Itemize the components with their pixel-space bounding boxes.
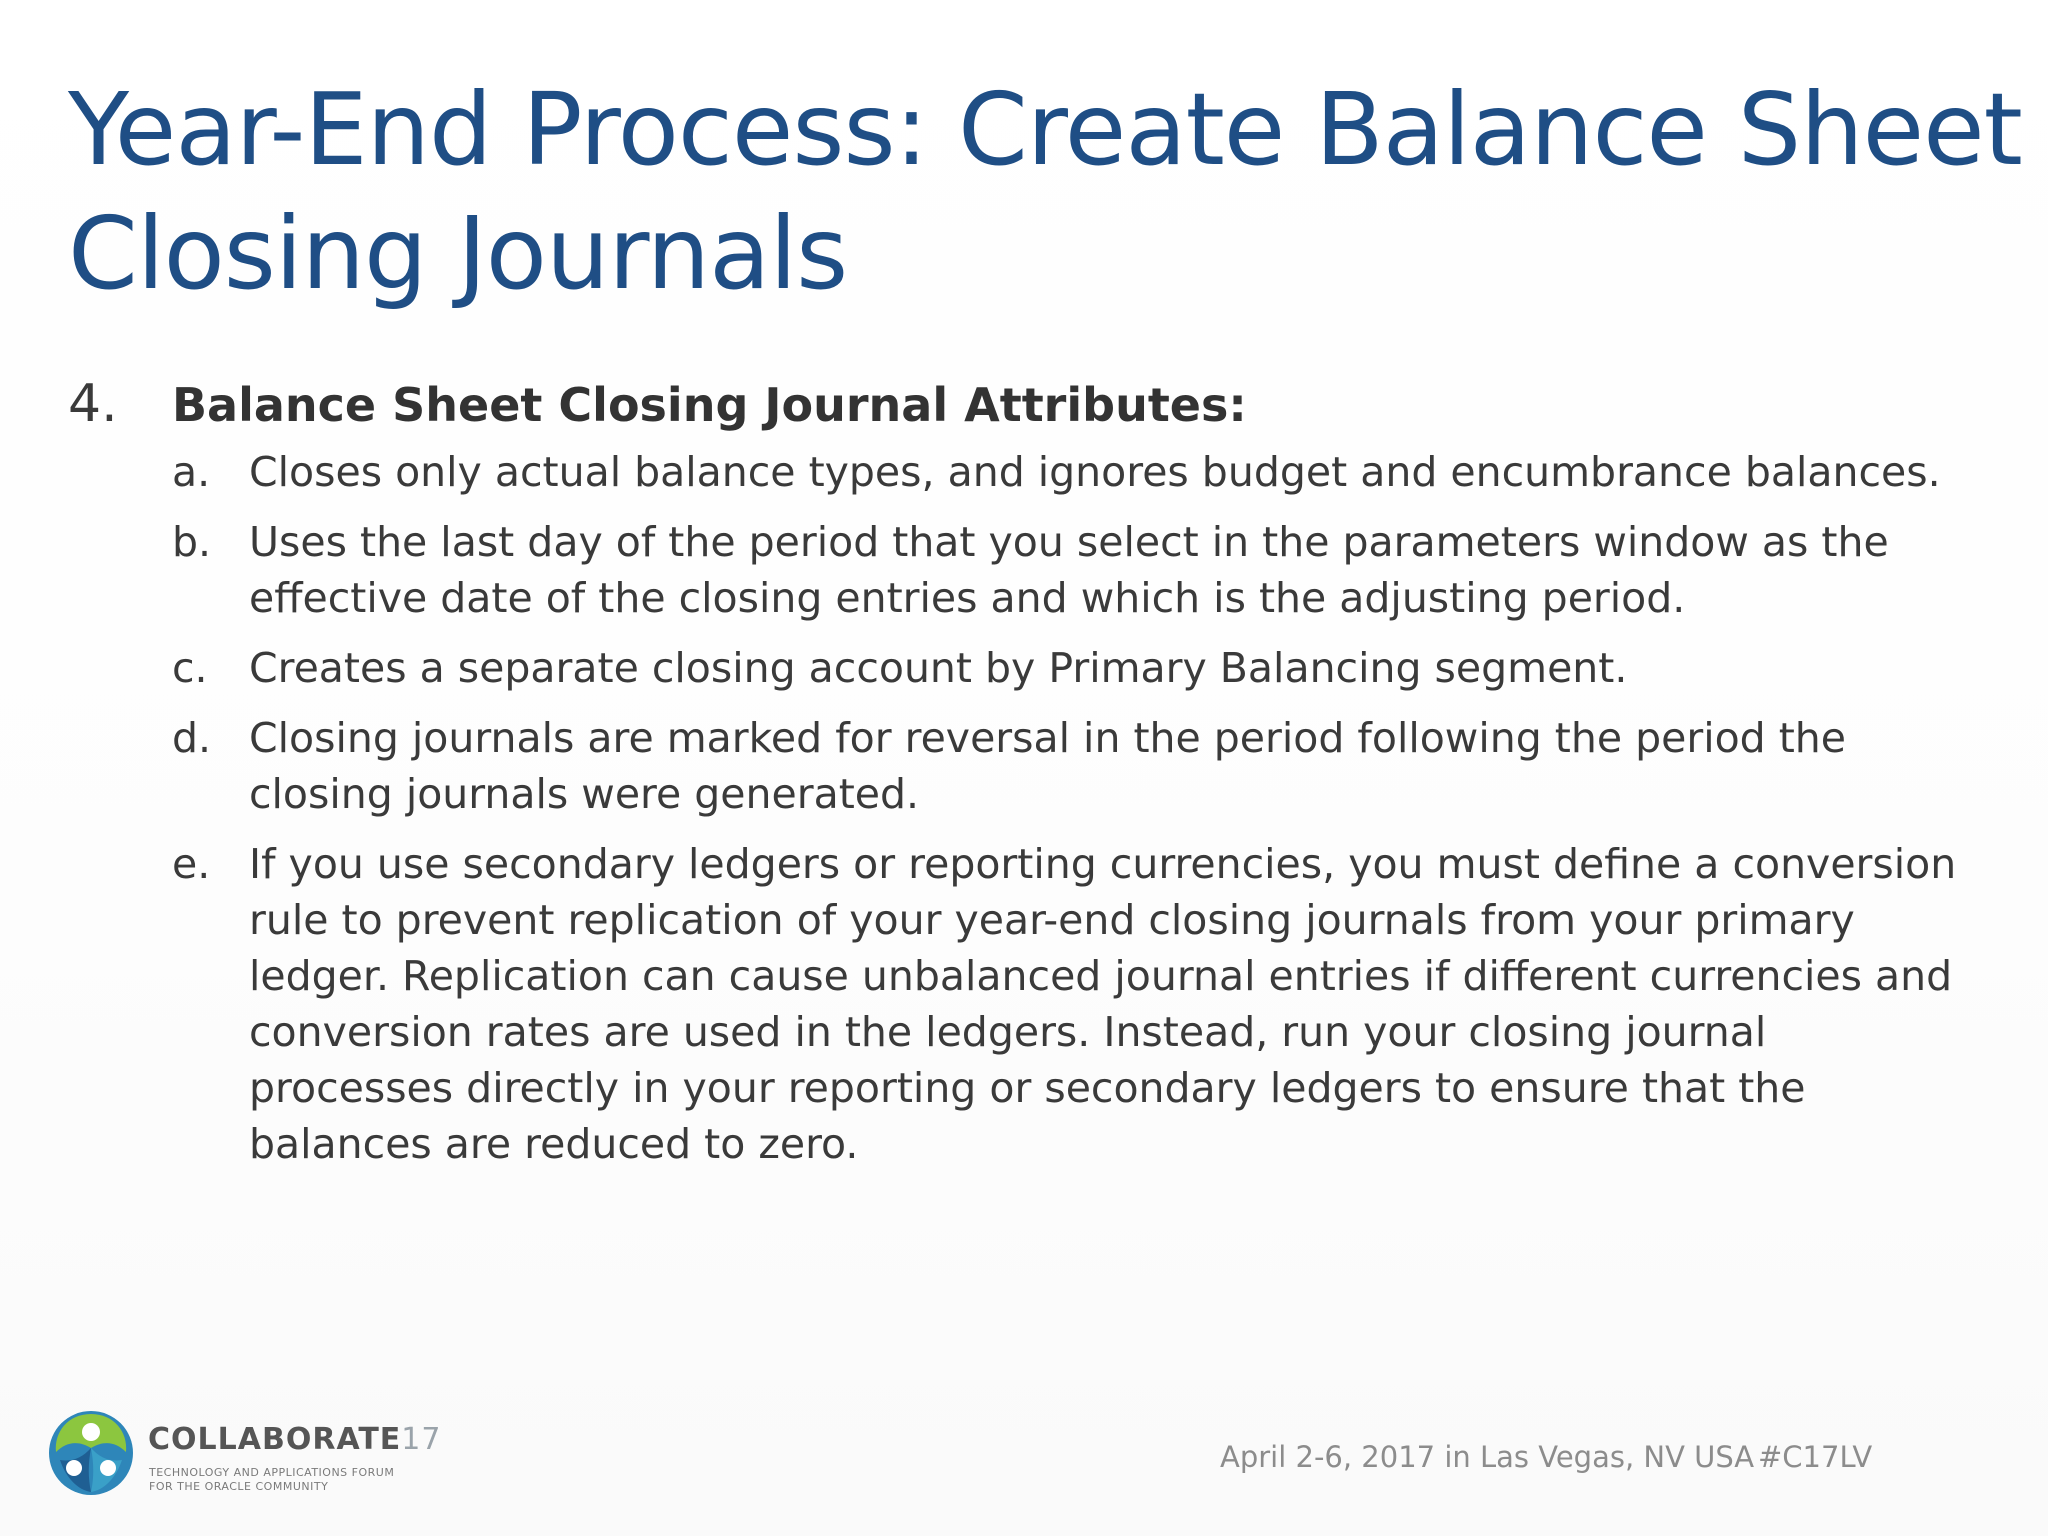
logo-word: COLLABORATE (148, 1422, 402, 1457)
logo-tagline-line-2: FOR THE ORACLE COMMUNITY (149, 1480, 329, 1493)
item-text-line: Closes only actual balance types, and ignores budget and encumbrance balances. (249, 448, 1941, 496)
page-title (68, 68, 2022, 316)
item-text-line: rule to prevent replication of your year-end closing journals from your primary (249, 896, 1855, 944)
item-text-line: If you use secondary ledgers or reporting currencies, you must define a conversion (249, 840, 1957, 888)
item-text-line: Creates a separate closing account by Primary Balancing segment. (249, 644, 1628, 692)
list-item (68, 836, 2048, 1172)
logo-wordmark (148, 1422, 441, 1457)
item-text-line: Closing journals are marked for reversal in the period following the period the (249, 714, 1847, 762)
section-heading: Balance Sheet Closing Journal Attributes: (172, 378, 1247, 432)
footer-hashtag: #C17LV (1758, 1440, 1873, 1474)
item-text-line: Uses the last day of the period that you select in the parameters window as the (249, 518, 1889, 566)
title-line-2: Closing Journals (68, 195, 848, 312)
logo-number: 17 (401, 1422, 442, 1457)
item-text-line: conversion rates are used in the ledgers. Instead, run your closing journal (249, 1008, 1767, 1056)
item-marker: d. (172, 714, 212, 762)
item-marker: c. (172, 644, 208, 692)
attributes-list (68, 444, 1968, 1172)
item-marker: a. (172, 448, 211, 496)
attributes-section (68, 370, 1968, 1186)
item-text-line: balances are reduced to zero. (249, 1120, 859, 1168)
item-text-line: closing journals were generated. (249, 770, 920, 818)
list-item (68, 514, 2048, 626)
footer-date-location: April 2-6, 2017 in Las Vegas, NV USA (1220, 1440, 1755, 1474)
logo-tagline-line-1: TECHNOLOGY AND APPLICATIONS FORUM (149, 1466, 395, 1479)
list-item (68, 710, 2048, 822)
list-item (68, 444, 2048, 500)
item-text-line: processes directly in your reporting or secondary ledgers to ensure that the (249, 1064, 1806, 1112)
section-heading-row (68, 370, 1968, 440)
logo-tagline (149, 1466, 394, 1494)
item-text-line: ledger. Replication can cause unbalanced journal entries if different currencies and (249, 952, 1953, 1000)
title-line-1: Year-End Process: Create Balance Sheet (68, 71, 2022, 188)
item-text-line: effective date of the closing entries and which is the adjusting period. (249, 574, 1686, 622)
collaborate-logo-icon (48, 1408, 134, 1498)
list-item (68, 640, 2048, 696)
collaborate-logo (48, 1408, 468, 1508)
section-number: 4. (68, 374, 118, 434)
item-marker: e. (172, 840, 211, 888)
item-marker: b. (172, 518, 212, 566)
